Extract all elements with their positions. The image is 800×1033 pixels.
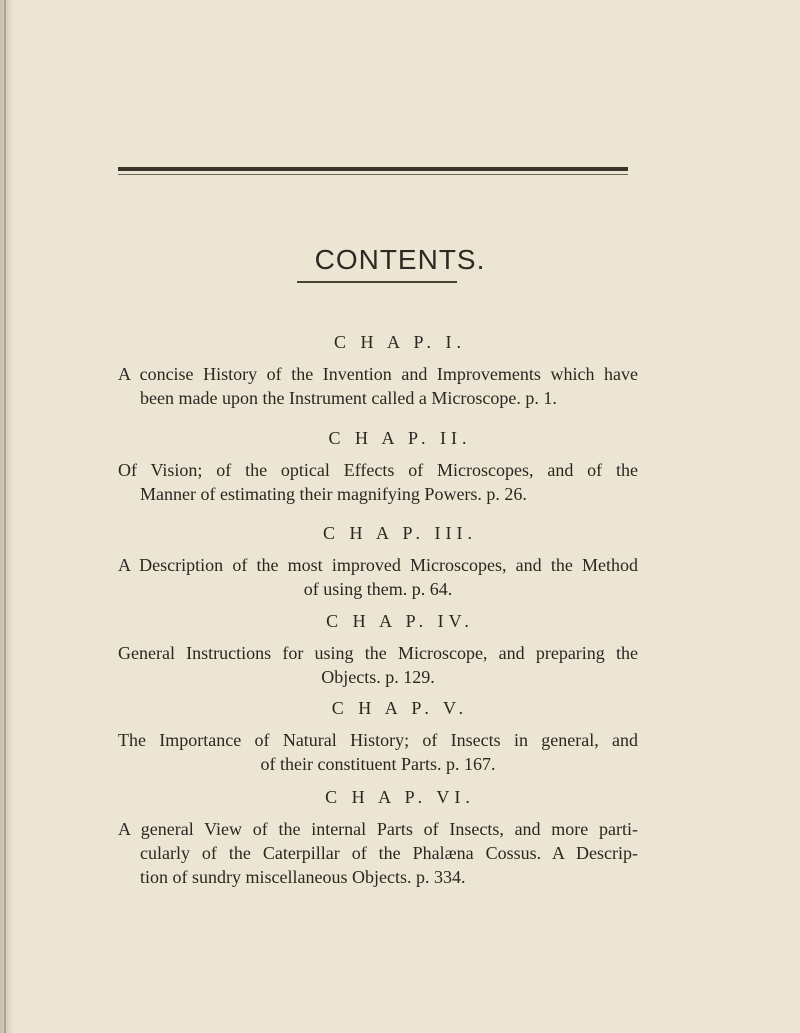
chapter-3-description	[118, 553, 638, 601]
chapter-2-heading: C H A P. II.	[328, 428, 472, 448]
chapter-2-line-2: Manner of estimating their magnifying Powers. p. 26.	[140, 484, 527, 504]
chapter-1-heading: C H A P. I.	[333, 332, 467, 352]
chapter-6-line-2: cularly of the Caterpillar of the Phalæna Cossus. A Descrip-	[140, 843, 638, 863]
page-title: CONTENTS.	[314, 244, 486, 275]
chapter-4-line-2: Objects. p. 129.	[321, 667, 435, 687]
chapter-1-line-2: been made upon the Instrument called a Microscope. p. 1.	[140, 388, 557, 408]
page-edge-line	[4, 0, 6, 1033]
chapter-4-heading: C H A P. IV.	[326, 611, 474, 631]
header-rule	[118, 167, 628, 171]
chapter-3-heading: C H A P. III.	[322, 523, 477, 543]
chapter-5-line-2: of their constituent Parts. p. 167.	[260, 754, 496, 774]
chapter-1-line-1: A concise History of the Invention and Improvements which have	[118, 364, 638, 384]
chapter-1-description	[118, 362, 638, 410]
chapter-3-line-2: of using them. p. 64.	[303, 579, 453, 599]
chapter-3-line-1: A Description of the most improved Microscopes, and the Method	[118, 555, 638, 575]
chapter-4-line-1: General Instructions for using the Microscope, and preparing the	[118, 643, 638, 663]
title-underline	[297, 281, 457, 283]
chapter-6-line-3: tion of sundry miscellaneous Objects. p. 334.	[140, 867, 466, 887]
chapter-6-description	[118, 817, 638, 889]
chapter-2-description	[118, 458, 638, 506]
chapter-6-line-1: A general View of the internal Parts of Insects, and more parti-	[118, 819, 638, 839]
chapter-5-line-1: The Importance of Natural History; of Insects in general, and	[118, 730, 638, 750]
page-binding-shadow	[0, 0, 14, 1033]
chapter-2-line-1: Of Vision; of the optical Effects of Microscopes, and of the	[118, 460, 638, 480]
header-rule-thin	[118, 174, 628, 175]
chapter-4-description	[118, 641, 638, 689]
chapter-6-heading: C H A P. VI.	[325, 787, 475, 807]
chapter-5-heading: C H A P. V.	[331, 698, 469, 718]
chapter-5-description	[118, 728, 638, 776]
